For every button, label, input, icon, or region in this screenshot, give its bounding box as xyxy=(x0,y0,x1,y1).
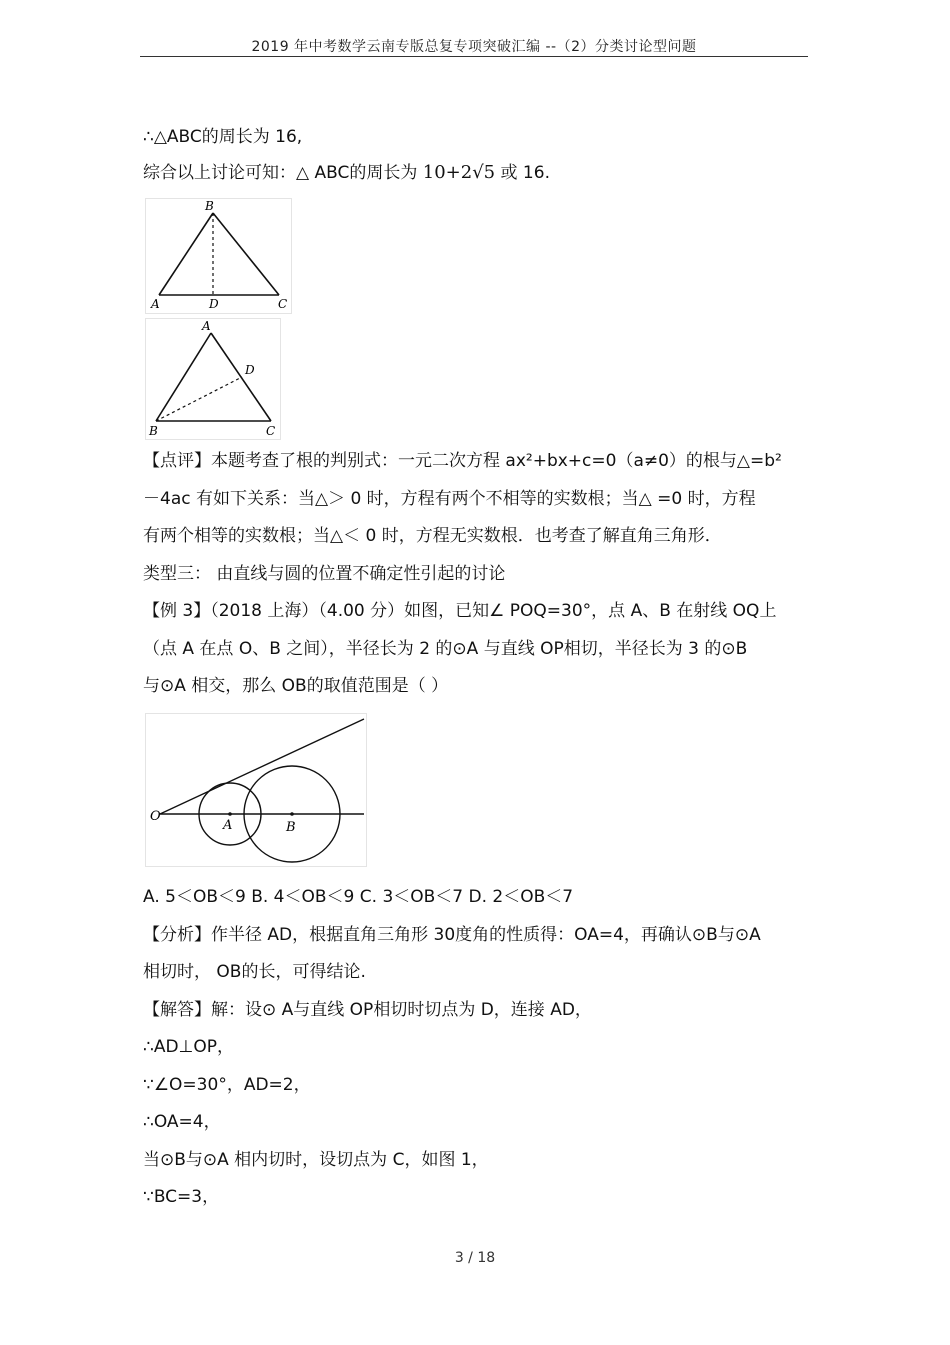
text-line: －4ac 有如下关系：当△＞ 0 时，方程有两个不相等的实数根；当△ =0 时，方程 xyxy=(143,489,756,509)
triangle-figure-2 xyxy=(145,318,281,440)
circle-figure xyxy=(145,713,367,867)
text-segment: 或 16. xyxy=(500,163,550,183)
text-line: （点 A 在点 O、B 之间），半径长为 2 的⊙A 与直线 OP相切，半径长为 3 的⊙B xyxy=(143,639,748,659)
vertex-label: A xyxy=(202,319,211,333)
formula: 10+2√5 xyxy=(422,162,496,183)
text-line: 【解答】解：设⊙ A与直线 OP相切时切点为 D，连接 AD， xyxy=(143,1000,592,1020)
text-line: ∵BC=3， xyxy=(143,1187,220,1207)
point-label: O xyxy=(150,809,161,824)
text-line: 【分析】作半径 AD，根据直角三角形 30度角的性质得：OA=4，再确认⊙B与⊙A xyxy=(143,925,761,945)
answer-options: A. 5＜OB＜9 B. 4＜OB＜9 C. 3＜OB＜7 D. 2＜OB＜7 xyxy=(143,887,574,907)
vertex-label: B xyxy=(205,199,214,213)
text-line: 相切时， OB的长，可得结论. xyxy=(143,962,366,982)
point-label: A xyxy=(223,818,233,833)
vertex-label: D xyxy=(245,363,255,377)
vertex-label: C xyxy=(266,424,276,438)
text-line: 【例 3】（2018 上海）（4.00 分）如图，已知∠ POQ=30°，点 A、B 在射线 OQ上 xyxy=(143,601,777,621)
text-line: 【点评】本题考查了根的判别式：一元二次方程 ax²+bx+c=0（a≠0）的根与△=b² xyxy=(143,451,782,471)
header-divider xyxy=(140,56,808,57)
vertex-label: A xyxy=(151,297,160,311)
text-line: ∴OA=4， xyxy=(143,1112,221,1132)
text-line: ∴△ABC的周长为 16, xyxy=(143,127,303,147)
text-line xyxy=(143,162,550,184)
text-line: ∴AD⊥OP， xyxy=(143,1037,234,1057)
triangle-figure-1 xyxy=(145,198,292,314)
section-heading: 类型三： 由直线与圆的位置不确定性引起的讨论 xyxy=(143,564,506,584)
page-number: 3 / 18 xyxy=(454,1250,496,1266)
vertex-label: C xyxy=(278,297,288,311)
text-line: 当⊙B与⊙A 相内切时，设切点为 C，如图 1， xyxy=(143,1150,489,1170)
vertex-label: B xyxy=(149,424,158,438)
text-line: 与⊙A 相交，那么 OB的取值范围是（ ） xyxy=(143,676,449,696)
text-segment: 综合以上讨论可知：△ ABC的周长为 xyxy=(143,163,418,183)
vertex-label: D xyxy=(209,297,219,311)
point-label: B xyxy=(286,820,296,835)
text-line: 有两个相等的实数根；当△＜ 0 时，方程无实数根．也考查了解直角三角形． xyxy=(143,526,722,546)
page-header: 2019 年中考数学云南专版总复专项突破汇编 --（2）分类讨论型问题 xyxy=(251,39,697,55)
text-line: ∵∠O=30°，AD=2， xyxy=(143,1075,311,1095)
